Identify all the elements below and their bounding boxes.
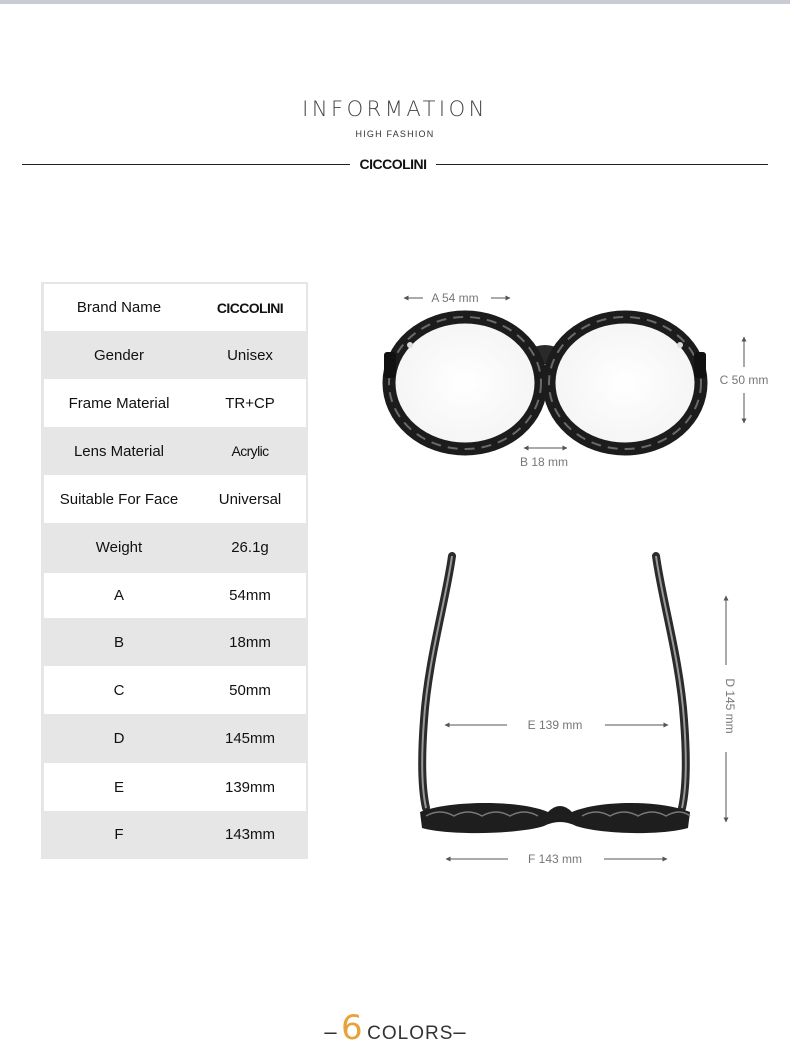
brand-logo: CICCOLINI: [359, 156, 427, 172]
spec-value: 139mm: [224, 778, 276, 796]
spec-label: Lens Material: [73, 442, 165, 460]
dimension-a-label: A 54 mm: [431, 291, 479, 305]
dimension-d-label: D 145 mm: [723, 678, 737, 734]
spec-label: E: [113, 778, 124, 796]
colors-word: COLORS: [367, 1023, 454, 1044]
spec-value: CICCOLINI: [216, 299, 284, 316]
spec-value: 50mm: [229, 681, 271, 699]
spec-value: Unisex: [227, 346, 273, 364]
spec-value: 18mm: [229, 633, 271, 651]
spec-label: F: [114, 825, 124, 843]
spec-label: Gender: [93, 346, 145, 364]
spec-label: Weight: [95, 538, 143, 556]
dimension-f-label: F 143 mm: [527, 852, 583, 866]
dash-left: –: [324, 1019, 337, 1044]
glasses-top-view: [420, 556, 690, 833]
color-count: 6: [341, 1008, 363, 1048]
spec-value: TR+CP: [225, 394, 275, 412]
spec-value: 54mm: [229, 587, 271, 604]
glasses-front-view: [384, 317, 706, 449]
page-title: INFORMATION: [302, 97, 488, 121]
dimension-b-label: B 18 mm: [519, 455, 569, 469]
spec-label: Brand Name: [76, 299, 162, 316]
spec-value: 26.1g: [231, 538, 269, 556]
spec-label: A: [113, 587, 124, 604]
page-subtitle: HIGH FASHION: [355, 129, 435, 139]
spec-label: Suitable For Face: [59, 490, 179, 508]
spec-value: 143mm: [224, 825, 276, 843]
spec-label: D: [113, 729, 125, 747]
spec-label: C: [113, 681, 125, 699]
dimension-e-label: E 139 mm: [527, 718, 583, 732]
spec-label: Frame Material: [68, 394, 170, 412]
spec-label: B: [113, 633, 124, 651]
spec-value: 145mm: [224, 729, 276, 747]
dimension-c-label: C 50 mm: [719, 373, 769, 387]
dash-right: –: [453, 1019, 466, 1044]
spec-value: Acrylic: [231, 443, 269, 459]
spec-value: Universal: [218, 490, 282, 508]
colors-heading: [0, 1008, 790, 1048]
